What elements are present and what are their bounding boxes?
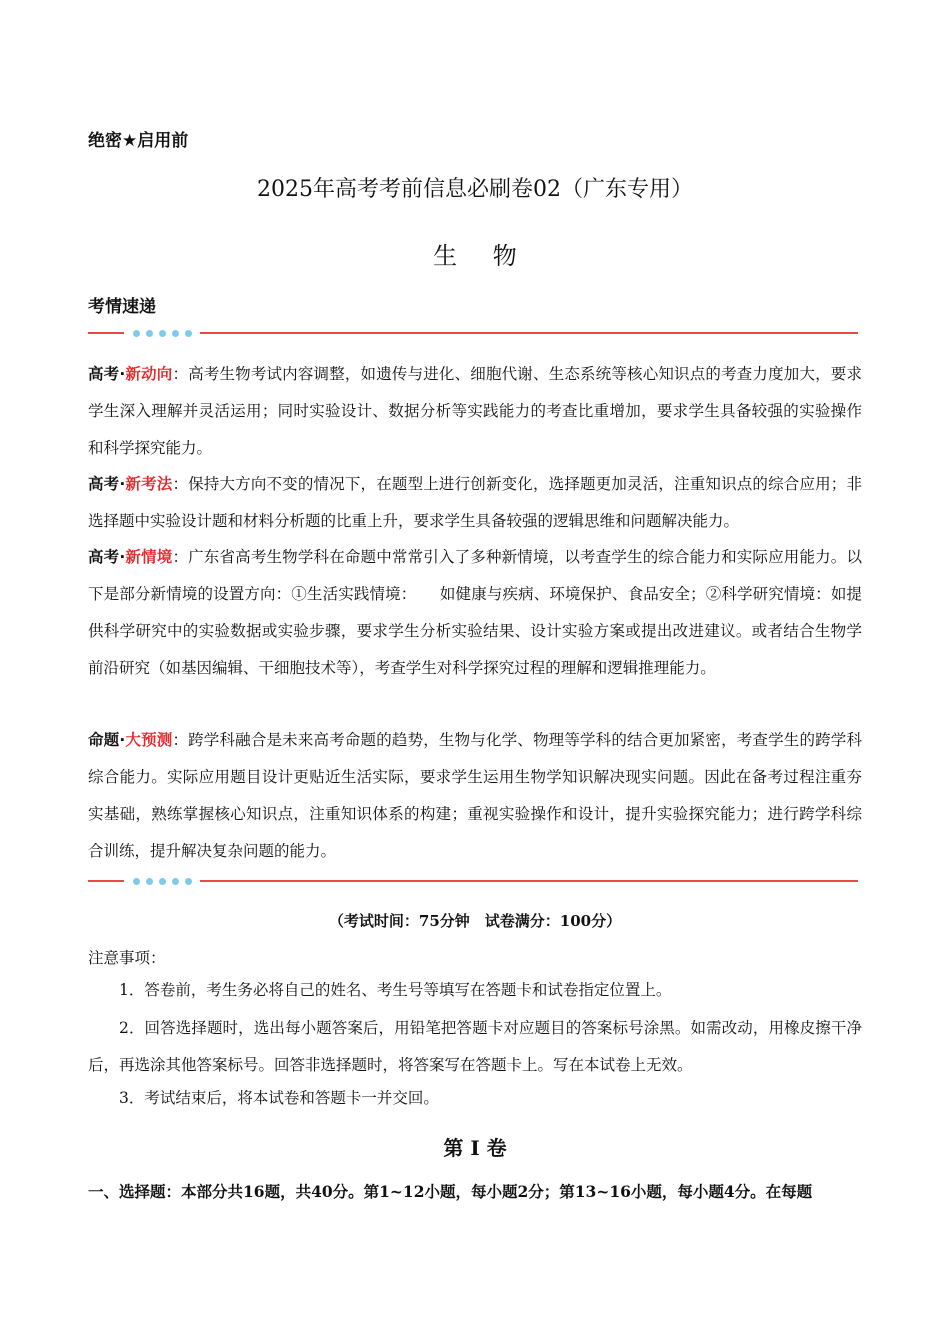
briefing-item-prediction [88,722,862,870]
briefing-tag: 新情境 [125,548,173,566]
note-item: 2．回答选择题时，选出每小题答案后，用铅笔把答题卡对应题目的答案标号涂黑。如需改动，用橡皮擦干净后，再选涂其他答案标号。回答非选择题时，将答案写在答题卡上。写在本试卷上无效。 [88,1019,862,1074]
briefing-prefix: 命题· [88,731,126,749]
subject-title: 生 物 [433,242,531,270]
briefing-item-new-context [88,539,862,687]
briefing-text: ：跨学科融合是未来高考命题的趋势，生物与化学、物理等学科的结合更加紧密，考查学生的跨学科综合能力。实际应用题目设计更贴近生活实际，要求学生运用生物学知识解决现实问题。因此在备考过程注重夯实基础，熟练掌握核心知识点，注重知识体系的构建；重视实验操作和设计，提升实验探究能力；进行跨学科综合训练，提升解决复杂问题的能力。 [88,731,862,860]
paper-title: 2025年高考考前信息必刷卷02（广东专用） [257,177,693,202]
secret-mark: 绝密★启用前 [88,131,189,151]
volume-title: 第 I 卷 [443,1136,507,1160]
briefing-tag: 大预测 [125,731,173,749]
briefing-text: ：广东省高考生物学科在命题中常常引入了多种新情境，以考查学生的综合能力和实际应用能力。以下是部分新情境的设置方向：①生活实践情境： 如健康与疾病、环境保护、食品安全；②科学研究情境：如提供科学研究中的实验数据或实验步骤，要求学生分析实验结果、设计实验方案或提出改进建议。或者结合生物学前沿研究（如基因编辑、干细胞技术等），考查学生对科学探究过程的理解和逻辑推理能力。 [88,548,862,677]
briefing-text: ：高考生物考试内容调整，如遗传与进化、细胞代谢、生态系统等核心知识点的考查力度加大，要求学生深入理解并灵活运用；同时实验设计、数据分析等实践能力的考查比重增加，要求学生具备较强的实验操作和科学探究能力。 [88,365,862,457]
briefing-tag: 新考法 [125,475,173,493]
briefing-heading: 考情速递 [88,297,156,317]
briefing-text: ：保持大方向不变的情况下，在题型上进行创新变化，选择题更加灵活，注重知识点的综合应用；非选择题中实验设计题和材料分析题的比重上升，要求学生具备较强的逻辑思维和问题解决能力。 [88,475,862,530]
question-section-intro: 一、选择题：本部分共16题，共40分。第1~12小题，每小题2分；第13~16小题，每小题4分。在每题 [88,1182,813,1201]
divider-top [88,327,858,339]
briefing-prefix: 高考· [88,475,126,493]
briefing-item-new-trend [88,356,862,467]
note-item: 1．答卷前，考生务必将自己的姓名、考生号等填写在答题卡和试卷指定位置上。 [119,981,672,999]
exam-info: （考试时间：75分钟 试卷满分：100分） [328,912,622,930]
briefing-prefix: 高考· [88,548,126,566]
briefing-prefix: 高考· [88,365,126,383]
briefing-tag: 新动向 [125,365,173,383]
divider-bottom [88,875,858,887]
notes-title: 注意事项： [88,949,166,967]
briefing-item-new-method [88,466,862,540]
note-item: 3．考试结束后，将本试卷和答题卡一并交回。 [119,1089,439,1107]
